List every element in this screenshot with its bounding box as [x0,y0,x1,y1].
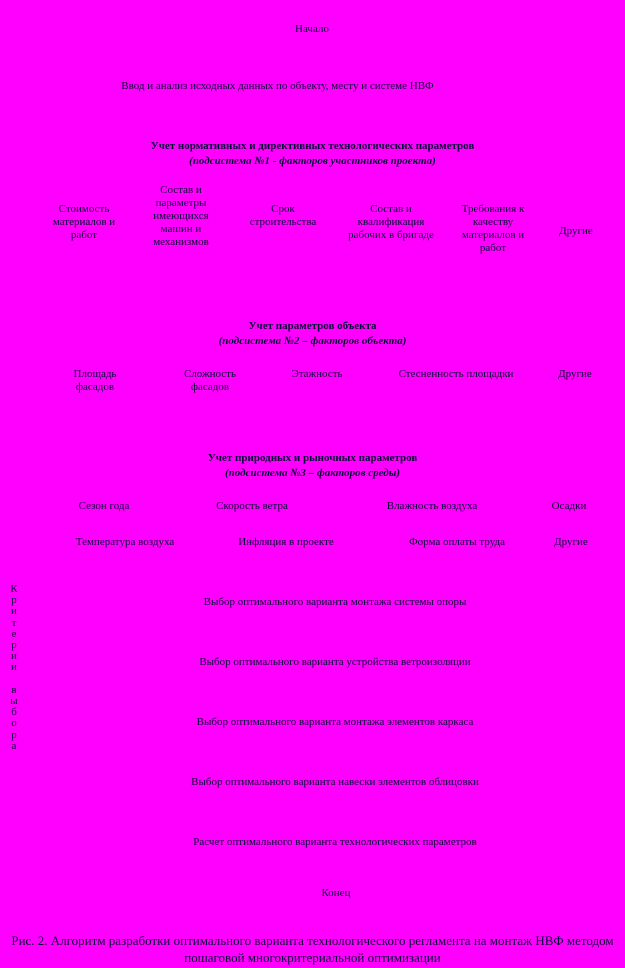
optimization-step: Расчет оптимального варианта технологических параметров [193,836,477,848]
start-label: Начало [295,23,329,35]
subsystem-3-item: Влажность воздуха [386,500,478,512]
subsystem-1-item: Требования к качеству материалов и работ [461,203,525,254]
optimization-step: Выбор оптимального варианта монтажа системы опоры [203,596,467,608]
subsystem-3-item: Температура воздуха [75,536,175,548]
subsystem-2-item: Другие [558,368,592,380]
subsystem-3-item: Другие [554,536,588,548]
subsystem-1-subtitle: (подсистема №1 - факторов участников проекта) [189,155,436,167]
optimization-step: Выбор оптимального варианта устройства ветроизоляции [199,656,471,668]
subsystem-1-item: Другие [559,225,593,237]
subsystem-2-title: Учет параметров объекта [248,320,377,332]
subsystem-1-item: Стоимость материалов и работ [52,203,116,241]
subsystem-3-item: Сезон года [78,500,130,512]
subsystem-1-item: Состав и квалификация рабочих в бригаде [348,203,434,241]
subsystem-2-item: Сложность фасадов [183,368,237,393]
input-data-label: Ввод и анализ исходных данных по объекту, месту и системе НВФ [121,80,434,92]
subsystem-3-subtitle: (подсистема №3 – факторов среды) [225,467,400,479]
optimization-step: Выбор оптимального варианта навески элементов облицовки [191,776,479,788]
subsystem-2-item: Площадь фасадов [73,368,117,393]
subsystem-3-item: Осадки [551,500,587,512]
figure-caption: Рис. 2. Алгоритм разработки оптимального варианта технологического регламента на монтаж НВФ методом пошаговой многокритериальной оптимизации [11,933,614,965]
optimization-step: Выбор оптимального варианта монтажа элементов каркаса [196,716,474,728]
subsystem-3-item: Инфляция в проекте [238,536,334,548]
subsystem-1-title: Учет нормативных и директивных технологических параметров [150,140,475,152]
criteria-vertical-label: К р и т е р и и в ы б о р а [10,583,18,752]
subsystem-2-subtitle: (подсистема №2 – факторов объекта) [218,335,407,347]
subsystem-1-item: Состав и параметры имеющихся машин и механизмов [153,184,209,248]
subsystem-3-item: Форма оплаты труда [408,536,506,548]
subsystem-3-item: Скорость ветра [216,500,288,512]
end-label: Конец [321,887,351,899]
subsystem-3-title: Учет природных и рыночных параметров [207,452,418,464]
subsystem-2-item: Стесненность площадки [398,368,514,380]
subsystem-2-item: Этажность [291,368,343,380]
subsystem-1-item: Срок строительства [249,203,317,228]
